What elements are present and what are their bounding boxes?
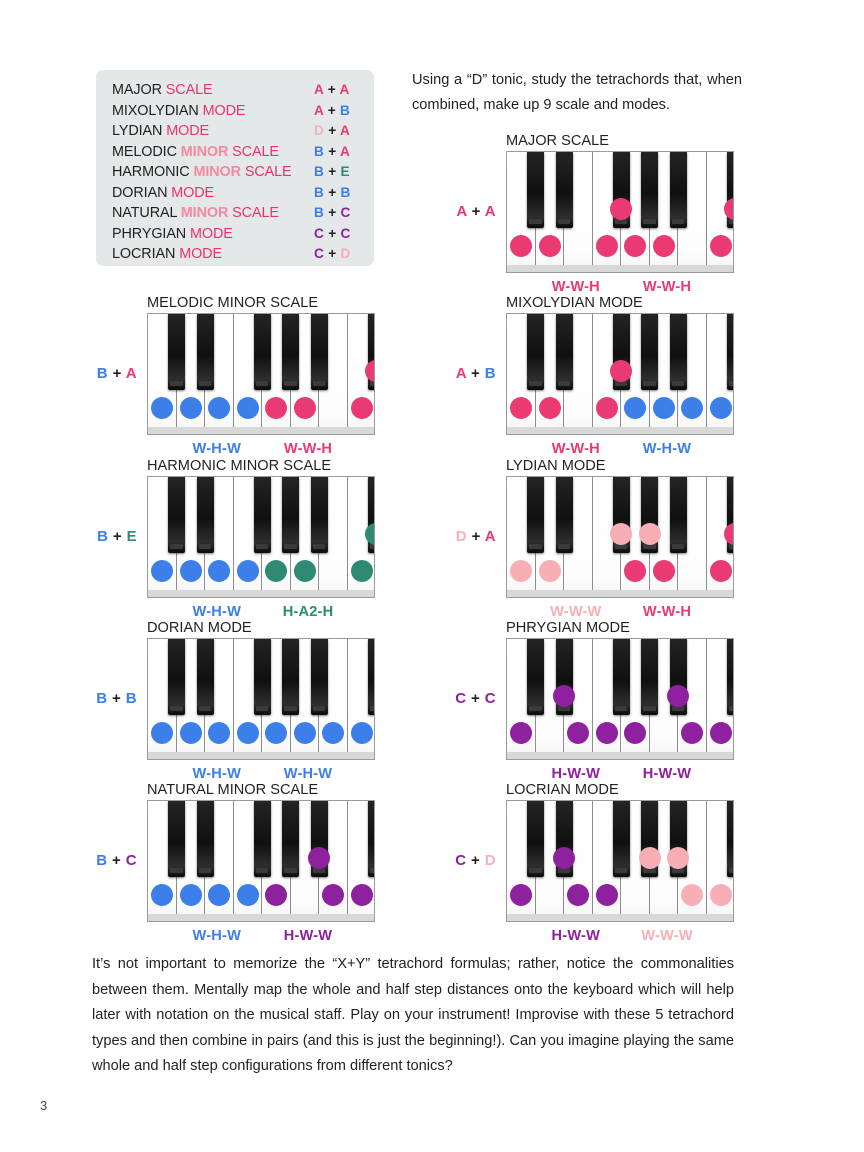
note-marker-white-key bbox=[539, 560, 561, 582]
note-marker-white-key bbox=[567, 884, 589, 906]
piano-keyboard[interactable] bbox=[147, 638, 375, 760]
note-marker-white-key bbox=[624, 722, 646, 744]
legend-word: MINOR bbox=[180, 205, 229, 221]
formula-second-tetrachord: C bbox=[340, 225, 351, 241]
diagram-formula-label bbox=[81, 852, 137, 869]
diagram-formula-label bbox=[440, 203, 496, 220]
legend-row bbox=[112, 82, 360, 103]
formula-first-tetrachord: B bbox=[314, 164, 325, 179]
tetrachord-step-pattern: W-H-W bbox=[642, 441, 692, 457]
black-key[interactable] bbox=[282, 801, 299, 877]
piano-keyboard[interactable] bbox=[147, 800, 375, 922]
note-marker-white-key bbox=[624, 397, 646, 419]
formula-plus-sign: + bbox=[324, 225, 341, 241]
black-key[interactable] bbox=[641, 314, 658, 390]
legend-scale-name bbox=[112, 144, 314, 160]
formula-plus-sign: + bbox=[323, 82, 340, 97]
legend-word: MINOR bbox=[180, 143, 229, 160]
note-marker-white-key bbox=[351, 722, 373, 744]
black-key[interactable] bbox=[613, 639, 630, 715]
note-marker-white-key bbox=[265, 884, 287, 906]
note-marker-white-key bbox=[208, 884, 230, 906]
formula-first-tetrachord: A bbox=[314, 82, 324, 97]
legend-formula bbox=[314, 226, 360, 241]
formula-plus-sign: + bbox=[108, 528, 127, 545]
keybed-shadow bbox=[507, 590, 733, 597]
tetrachord-formula-legend bbox=[96, 70, 374, 266]
note-marker-white-key bbox=[539, 397, 561, 419]
diagram-title: LOCRIAN MODE bbox=[506, 782, 619, 798]
formula-first-tetrachord: B bbox=[96, 690, 108, 707]
legend-word: SCALE bbox=[232, 205, 279, 221]
note-marker-white-key bbox=[510, 560, 532, 582]
formula-plus-sign: + bbox=[466, 852, 485, 869]
legend-row bbox=[112, 246, 360, 267]
formula-plus-sign: + bbox=[324, 205, 341, 220]
note-marker-white-key bbox=[180, 560, 202, 582]
legend-formula bbox=[314, 82, 360, 97]
legend-scale-name bbox=[112, 246, 314, 262]
piano-keyboard[interactable] bbox=[506, 151, 734, 273]
note-marker-white-key bbox=[567, 722, 589, 744]
legend-word: MIXOLYDIAN bbox=[112, 102, 199, 119]
black-key[interactable] bbox=[254, 639, 271, 715]
legend-row bbox=[112, 164, 360, 185]
diagram-title: HARMONIC MINOR SCALE bbox=[147, 458, 332, 474]
black-key[interactable] bbox=[527, 477, 544, 553]
note-marker-black-key bbox=[553, 847, 575, 869]
legend-word: MODE bbox=[202, 102, 246, 119]
note-marker-white-key bbox=[596, 235, 618, 257]
note-marker-white-key bbox=[710, 722, 732, 744]
body-paragraph: It’s not important to memorize the “X+Y” tetrachord formulas; rather, notice the commonalities between them. Mentally map the whole and half step distances onto the keyboard which will help later with notation on the musical staff. Play on your instrument! Improvise with these 5 tetrachord types and then combine in pairs (and this is just the beginning!). Can you imagine playing the same whole and half step configurations from different tonics? bbox=[92, 956, 734, 1074]
keybed-shadow bbox=[507, 265, 733, 272]
note-marker-white-key bbox=[596, 884, 618, 906]
formula-second-tetrachord: E bbox=[126, 528, 137, 545]
legend-row bbox=[112, 226, 360, 247]
legend-formula bbox=[314, 164, 360, 179]
note-marker-white-key bbox=[653, 235, 675, 257]
diagram-title: MELODIC MINOR SCALE bbox=[147, 295, 319, 311]
black-key[interactable] bbox=[368, 801, 376, 877]
black-key[interactable] bbox=[311, 314, 328, 390]
tetrachord-step-pattern: H-A2-H bbox=[282, 604, 334, 620]
tetrachord-step-pattern: W-W-W bbox=[550, 604, 602, 620]
black-key[interactable] bbox=[368, 639, 376, 715]
formula-first-tetrachord: B bbox=[96, 365, 109, 382]
note-marker-white-key bbox=[265, 560, 287, 582]
note-marker-white-key bbox=[710, 560, 732, 582]
tetrachord-step-pattern: W-H-W bbox=[192, 928, 242, 944]
legend-formula bbox=[314, 185, 360, 200]
piano-keyboard[interactable] bbox=[506, 800, 734, 922]
black-key[interactable] bbox=[727, 801, 735, 877]
note-marker-white-key bbox=[596, 722, 618, 744]
formula-plus-sign: + bbox=[107, 852, 126, 869]
legend-scale-name bbox=[112, 123, 314, 139]
keybed-shadow bbox=[507, 752, 733, 759]
black-key[interactable] bbox=[168, 801, 185, 877]
note-marker-white-key bbox=[624, 560, 646, 582]
black-key[interactable] bbox=[197, 639, 214, 715]
formula-plus-sign: + bbox=[108, 365, 126, 382]
note-marker-white-key bbox=[151, 722, 173, 744]
black-key[interactable] bbox=[613, 801, 630, 877]
black-key[interactable] bbox=[727, 639, 735, 715]
black-key[interactable] bbox=[282, 314, 299, 390]
formula-plus-sign: + bbox=[466, 365, 485, 382]
note-marker-white-key bbox=[681, 397, 703, 419]
legend-word: DORIAN bbox=[112, 184, 168, 201]
black-key[interactable] bbox=[197, 477, 214, 553]
note-marker-white-key bbox=[151, 397, 173, 419]
formula-second-tetrachord: A bbox=[125, 365, 137, 382]
keybed-shadow bbox=[148, 590, 374, 597]
legend-word: LOCRIAN bbox=[112, 246, 176, 262]
note-marker-white-key bbox=[510, 235, 532, 257]
tetrachord-step-pattern: W-H-W bbox=[192, 441, 242, 457]
note-marker-white-key bbox=[681, 884, 703, 906]
legend-row bbox=[112, 205, 360, 226]
note-marker-black-key bbox=[610, 360, 632, 382]
note-marker-black-key bbox=[610, 523, 632, 545]
note-marker-black-key bbox=[639, 847, 661, 869]
black-key[interactable] bbox=[168, 314, 185, 390]
formula-first-tetrachord: C bbox=[455, 852, 467, 869]
note-marker-white-key bbox=[265, 397, 287, 419]
formula-second-tetrachord: B bbox=[125, 690, 137, 707]
note-marker-white-key bbox=[351, 560, 373, 582]
legend-formula bbox=[314, 123, 360, 138]
piano-keyboard[interactable] bbox=[147, 476, 375, 598]
legend-scale-name bbox=[112, 164, 314, 180]
black-key[interactable] bbox=[527, 801, 544, 877]
formula-first-tetrachord: A bbox=[456, 203, 468, 220]
note-marker-white-key bbox=[294, 560, 316, 582]
note-marker-black-key bbox=[308, 847, 330, 869]
legend-word: MODE bbox=[166, 123, 210, 139]
diagram-formula-label bbox=[440, 365, 496, 382]
black-key[interactable] bbox=[670, 477, 687, 553]
black-key[interactable] bbox=[670, 314, 687, 390]
legend-row bbox=[112, 144, 360, 165]
formula-second-tetrachord: C bbox=[125, 852, 137, 869]
black-key[interactable] bbox=[641, 639, 658, 715]
diagram-formula-label bbox=[81, 528, 137, 545]
note-marker-white-key bbox=[265, 722, 287, 744]
note-marker-white-key bbox=[180, 884, 202, 906]
formula-first-tetrachord: C bbox=[455, 690, 467, 707]
formula-second-tetrachord: D bbox=[340, 246, 351, 261]
diagram-title: MAJOR SCALE bbox=[506, 133, 609, 149]
tetrachord-step-pattern: W-W-H bbox=[642, 604, 692, 620]
legend-word: MELODIC bbox=[112, 143, 177, 160]
keybed-shadow bbox=[148, 752, 374, 759]
tetrachord-step-pattern: W-W-H bbox=[551, 279, 600, 295]
legend-scale-name bbox=[112, 103, 314, 119]
note-marker-white-key bbox=[653, 397, 675, 419]
formula-second-tetrachord: C bbox=[340, 205, 351, 220]
formula-first-tetrachord: A bbox=[455, 365, 467, 382]
keybed-shadow bbox=[507, 914, 733, 921]
black-key[interactable] bbox=[254, 314, 271, 390]
legend-formula bbox=[314, 205, 360, 220]
legend-formula bbox=[314, 103, 360, 118]
legend-word: MAJOR bbox=[112, 82, 162, 98]
black-key[interactable] bbox=[282, 639, 299, 715]
black-key[interactable] bbox=[670, 152, 687, 228]
tetrachord-step-pattern: H-W-W bbox=[551, 766, 601, 782]
legend-word: MINOR bbox=[193, 164, 241, 180]
black-key[interactable] bbox=[168, 477, 185, 553]
note-marker-white-key bbox=[510, 722, 532, 744]
black-key[interactable] bbox=[556, 477, 573, 553]
formula-plus-sign: + bbox=[467, 528, 485, 545]
formula-second-tetrachord: A bbox=[484, 203, 496, 220]
formula-plus-sign: + bbox=[324, 246, 341, 261]
formula-plus-sign: + bbox=[323, 102, 341, 118]
note-marker-white-key bbox=[151, 884, 173, 906]
tetrachord-step-pattern: W-H-W bbox=[283, 766, 333, 782]
note-marker-white-key bbox=[510, 397, 532, 419]
note-marker-white-key bbox=[710, 884, 732, 906]
note-marker-white-key bbox=[237, 722, 259, 744]
piano-keyboard[interactable] bbox=[506, 313, 734, 435]
formula-second-tetrachord: D bbox=[484, 852, 496, 869]
note-marker-white-key bbox=[294, 397, 316, 419]
formula-second-tetrachord: A bbox=[484, 528, 496, 545]
legend-word: HARMONIC bbox=[112, 164, 190, 180]
diagram-formula-label bbox=[440, 852, 496, 869]
note-marker-white-key bbox=[322, 722, 344, 744]
legend-word: LYDIAN bbox=[112, 123, 163, 139]
note-marker-white-key bbox=[653, 560, 675, 582]
formula-first-tetrachord: B bbox=[96, 852, 108, 869]
note-marker-white-key bbox=[208, 560, 230, 582]
note-marker-white-key bbox=[180, 397, 202, 419]
formula-plus-sign: + bbox=[466, 690, 485, 707]
legend-formula bbox=[314, 246, 360, 261]
formula-plus-sign: + bbox=[324, 143, 341, 159]
diagram-title: DORIAN MODE bbox=[147, 620, 252, 636]
note-marker-white-key bbox=[237, 884, 259, 906]
keybed-shadow bbox=[507, 427, 733, 434]
formula-first-tetrachord: B bbox=[314, 143, 325, 159]
piano-keyboard[interactable] bbox=[147, 313, 375, 435]
black-key[interactable] bbox=[556, 152, 573, 228]
keybed-shadow bbox=[148, 427, 374, 434]
black-key[interactable] bbox=[556, 314, 573, 390]
note-marker-white-key bbox=[294, 722, 316, 744]
legend-scale-name bbox=[112, 185, 314, 201]
note-marker-black-key bbox=[667, 685, 689, 707]
formula-second-tetrachord: C bbox=[484, 690, 496, 707]
formula-second-tetrachord: A bbox=[340, 123, 351, 138]
formula-second-tetrachord: A bbox=[340, 143, 351, 159]
black-key[interactable] bbox=[727, 314, 735, 390]
formula-first-tetrachord: D bbox=[314, 123, 325, 138]
tetrachord-step-pattern: W-W-H bbox=[551, 441, 600, 457]
diagram-formula-label bbox=[81, 365, 137, 382]
note-marker-white-key bbox=[151, 560, 173, 582]
tetrachord-step-pattern: H-W-W bbox=[551, 928, 601, 944]
tetrachord-step-pattern: W-W-H bbox=[283, 441, 333, 457]
note-marker-white-key bbox=[237, 397, 259, 419]
legend-row bbox=[112, 103, 360, 124]
keybed-shadow bbox=[148, 914, 374, 921]
note-marker-white-key bbox=[351, 884, 373, 906]
page-number: 3 bbox=[40, 1098, 48, 1113]
note-marker-white-key bbox=[681, 722, 703, 744]
black-key[interactable] bbox=[527, 152, 544, 228]
legend-formula bbox=[314, 144, 360, 159]
note-marker-white-key bbox=[710, 235, 732, 257]
formula-plus-sign: + bbox=[107, 690, 126, 707]
piano-keyboard[interactable] bbox=[506, 476, 734, 598]
black-key[interactable] bbox=[254, 477, 271, 553]
legend-word: SCALE bbox=[165, 82, 213, 98]
black-key[interactable] bbox=[311, 639, 328, 715]
note-marker-white-key bbox=[351, 397, 373, 419]
note-marker-black-key bbox=[610, 198, 632, 220]
tetrachord-step-pattern: W-W-W bbox=[641, 928, 693, 944]
note-marker-white-key bbox=[208, 397, 230, 419]
formula-first-tetrachord: B bbox=[314, 184, 325, 200]
note-marker-white-key bbox=[710, 397, 732, 419]
formula-plus-sign: + bbox=[324, 164, 341, 179]
note-marker-white-key bbox=[539, 235, 561, 257]
legend-scale-name bbox=[112, 82, 314, 98]
tetrachord-step-pattern: H-W-W bbox=[283, 928, 333, 944]
formula-first-tetrachord: D bbox=[455, 528, 468, 545]
black-key[interactable] bbox=[197, 801, 214, 877]
legend-word: MODE bbox=[171, 184, 215, 201]
tetrachord-step-pattern: W-W-H bbox=[642, 279, 692, 295]
note-marker-white-key bbox=[596, 397, 618, 419]
tetrachord-step-pattern: W-H-W bbox=[192, 766, 242, 782]
formula-plus-sign: + bbox=[324, 184, 341, 200]
formula-first-tetrachord: B bbox=[314, 205, 325, 220]
black-key[interactable] bbox=[527, 314, 544, 390]
legend-row bbox=[112, 123, 360, 144]
diagram-formula-label bbox=[440, 528, 496, 545]
intro-paragraph: Using a “D” tonic, study the tetrachords that, when combined, make up 9 scale and modes. bbox=[412, 72, 742, 113]
diagram-formula-label bbox=[81, 690, 137, 707]
note-marker-white-key bbox=[208, 722, 230, 744]
note-marker-white-key bbox=[237, 560, 259, 582]
black-key[interactable] bbox=[282, 477, 299, 553]
formula-second-tetrachord: B bbox=[340, 102, 351, 118]
legend-word: PHRYGIAN bbox=[112, 225, 187, 242]
black-key[interactable] bbox=[311, 477, 328, 553]
black-key[interactable] bbox=[641, 152, 658, 228]
legend-scale-name bbox=[112, 226, 314, 242]
legend-word: SCALE bbox=[244, 164, 292, 180]
formula-plus-sign: + bbox=[467, 203, 485, 220]
legend-word: SCALE bbox=[232, 143, 279, 160]
note-marker-white-key bbox=[180, 722, 202, 744]
diagram-title: MIXOLYDIAN MODE bbox=[506, 295, 643, 311]
diagram-title: NATURAL MINOR SCALE bbox=[147, 782, 319, 798]
formula-second-tetrachord: E bbox=[340, 164, 350, 179]
black-key[interactable] bbox=[168, 639, 185, 715]
tetrachord-step-pattern: W-H-W bbox=[192, 604, 242, 620]
legend-word: MODE bbox=[190, 225, 233, 242]
diagram-title: PHRYGIAN MODE bbox=[506, 620, 630, 636]
note-marker-black-key bbox=[639, 523, 661, 545]
black-key[interactable] bbox=[197, 314, 214, 390]
tetrachord-step-pattern: H-W-W bbox=[642, 766, 692, 782]
piano-keyboard[interactable] bbox=[506, 638, 734, 760]
diagram-title: LYDIAN MODE bbox=[506, 458, 606, 474]
note-marker-white-key bbox=[624, 235, 646, 257]
formula-first-tetrachord: A bbox=[314, 102, 324, 118]
black-key[interactable] bbox=[254, 801, 271, 877]
black-key[interactable] bbox=[527, 639, 544, 715]
legend-row bbox=[112, 185, 360, 206]
legend-word: MODE bbox=[179, 246, 222, 262]
note-marker-black-key bbox=[553, 685, 575, 707]
formula-first-tetrachord: B bbox=[97, 528, 109, 545]
diagram-formula-label bbox=[440, 690, 496, 707]
note-marker-white-key bbox=[322, 884, 344, 906]
formula-plus-sign: + bbox=[324, 123, 341, 138]
legend-scale-name bbox=[112, 205, 314, 221]
formula-first-tetrachord: C bbox=[314, 225, 325, 241]
note-marker-white-key bbox=[510, 884, 532, 906]
formula-second-tetrachord: A bbox=[339, 82, 350, 97]
note-marker-black-key bbox=[667, 847, 689, 869]
formula-second-tetrachord: B bbox=[484, 365, 496, 382]
legend-word: NATURAL bbox=[112, 205, 177, 221]
formula-first-tetrachord: C bbox=[314, 246, 325, 261]
formula-second-tetrachord: B bbox=[340, 184, 351, 200]
